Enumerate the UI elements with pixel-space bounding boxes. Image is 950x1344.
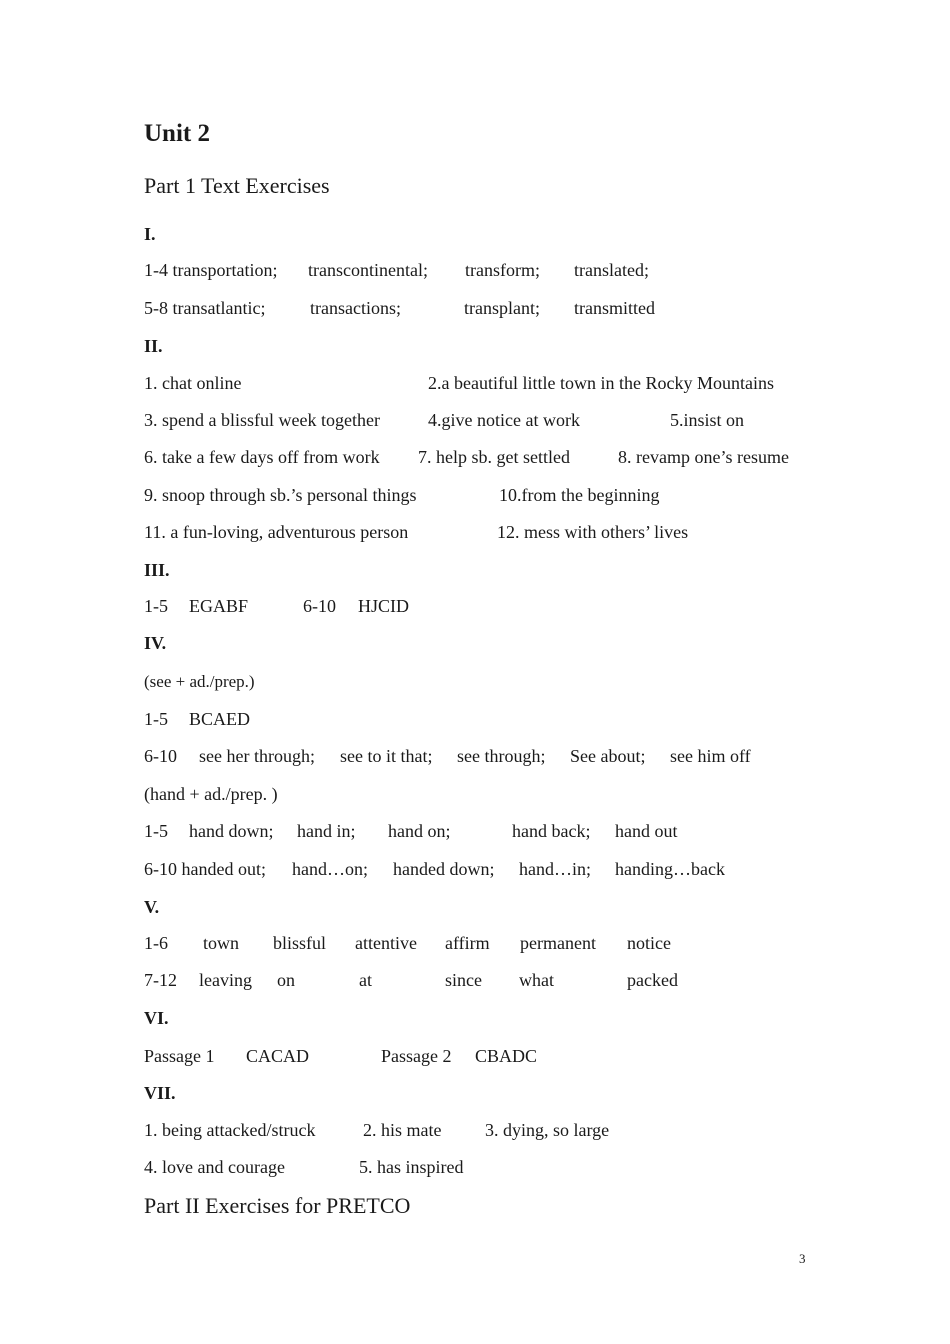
answer: 4.give notice at work	[428, 410, 580, 430]
answer: 1-4 transportation;	[144, 260, 278, 280]
answer: 5-8 transatlantic;	[144, 298, 266, 318]
answer: 3. dying, so large	[485, 1120, 610, 1140]
answer: 1. chat online	[144, 373, 242, 393]
answer: see through;	[457, 746, 546, 766]
answer: attentive	[355, 933, 417, 953]
page-number: 3	[799, 1251, 806, 1266]
section-label: VII.	[144, 1083, 176, 1103]
answer: hand on;	[388, 821, 451, 841]
answer: CBADC	[475, 1046, 538, 1066]
section-label: V.	[144, 897, 160, 917]
answer: town	[203, 933, 239, 953]
answer: 11. a fun-loving, adventurous person	[144, 522, 409, 542]
answer: BCAED	[189, 709, 251, 729]
answer: 3. spend a blissful week together	[144, 410, 380, 430]
answer: transmitted	[574, 298, 655, 318]
answer: 12. mess with others’ lives	[497, 522, 689, 542]
answer: transcontinental;	[308, 260, 428, 280]
answer: 6-10	[303, 596, 336, 616]
answer: 6-10	[144, 746, 177, 766]
answer: 1-5	[144, 709, 168, 729]
answer: 1-6	[144, 933, 168, 953]
answer: what	[519, 970, 554, 990]
section-label: II.	[144, 336, 163, 356]
part2-title: Part II Exercises for PRETCO	[144, 1193, 411, 1218]
answer: hand in;	[297, 821, 356, 841]
answer: hand out	[615, 821, 678, 841]
section-label: I.	[144, 224, 156, 244]
answer: hand…in;	[519, 859, 591, 879]
part1-title: Part 1 Text Exercises	[144, 173, 330, 198]
answer: transactions;	[310, 298, 401, 318]
answer: 6. take a few days off from work	[144, 447, 380, 467]
answer: packed	[627, 970, 678, 990]
answer: see him off	[670, 746, 751, 766]
note: (see + ad./prep.)	[144, 672, 255, 691]
answer: affirm	[445, 933, 490, 953]
answer: 5.insist on	[670, 410, 745, 430]
answer: 4. love and courage	[144, 1157, 285, 1177]
answer: See about;	[570, 746, 646, 766]
answer: 1-5	[144, 821, 168, 841]
answer: at	[359, 970, 372, 990]
answer: handed down;	[393, 859, 495, 879]
answer: 7. help sb. get settled	[418, 447, 570, 467]
answer: CACAD	[246, 1046, 310, 1066]
answer: 2. his mate	[363, 1120, 442, 1140]
answer: 5. has inspired	[359, 1157, 464, 1177]
answer: hand back;	[512, 821, 591, 841]
answer: 7-12	[144, 970, 177, 990]
answer: hand down;	[189, 821, 274, 841]
answer: see her through;	[199, 746, 315, 766]
answer: on	[277, 970, 295, 990]
answer: leaving	[199, 970, 252, 990]
answer: permanent	[520, 933, 596, 953]
answer: transplant;	[464, 298, 540, 318]
section-label: VI.	[144, 1008, 169, 1028]
answer: blissful	[273, 933, 327, 953]
answer: HJCID	[358, 596, 410, 616]
answer: 6-10 handed out;	[144, 859, 266, 879]
answer: see to it that;	[340, 746, 433, 766]
answer: translated;	[574, 260, 649, 280]
answer: 2.a beautiful little town in the Rocky Mountains	[428, 373, 774, 393]
section-label: IV.	[144, 633, 167, 653]
answer: 1. being attacked/struck	[144, 1120, 316, 1140]
section-label: III.	[144, 560, 170, 580]
answer: Passage 1	[144, 1046, 215, 1066]
answer: transform;	[465, 260, 540, 280]
answer: since	[445, 970, 482, 990]
answer: hand…on;	[292, 859, 368, 879]
answer: notice	[627, 933, 671, 953]
answer: EGABF	[189, 596, 249, 616]
note: (hand + ad./prep. )	[144, 784, 278, 804]
answer: Passage 2	[381, 1046, 452, 1066]
unit-title: Unit 2	[144, 120, 210, 147]
answer: 8. revamp one’s resume	[618, 447, 789, 467]
answer: 1-5	[144, 596, 168, 616]
answer: 9. snoop through sb.’s personal things	[144, 485, 417, 505]
answer: handing…back	[615, 859, 725, 879]
answer: 10.from the beginning	[499, 485, 660, 505]
